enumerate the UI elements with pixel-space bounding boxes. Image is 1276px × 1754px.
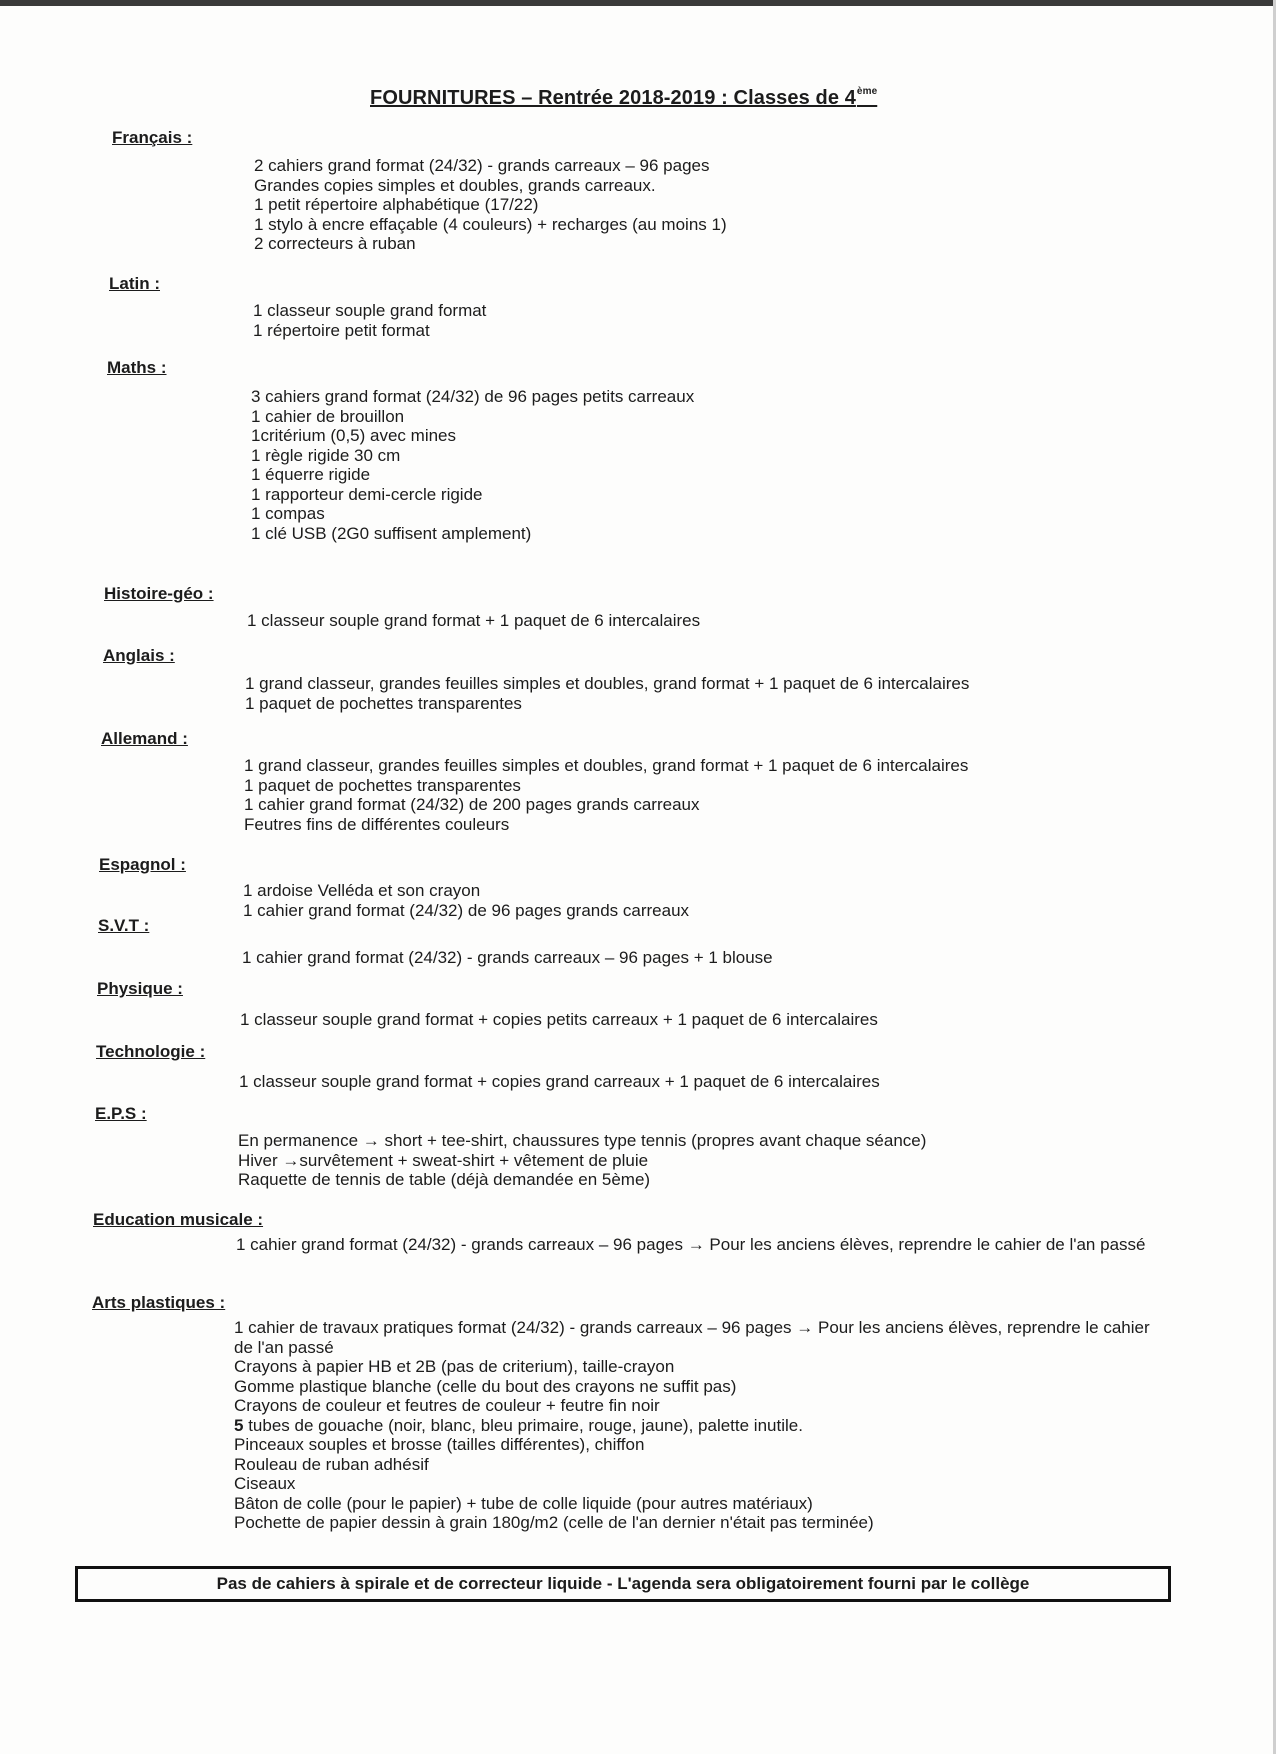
list-item: 1critérium (0,5) avec mines	[251, 426, 457, 445]
section-list-maths	[251, 387, 694, 543]
list-item: Grandes copies simples et doubles, grands carreaux.	[254, 175, 656, 195]
list-item: Rouleau de ruban adhésif	[234, 1454, 429, 1474]
section-heading-maths: Maths :	[107, 358, 167, 377]
list-item: Pinceaux souples et brosse (tailles différentes), chiffon	[234, 1435, 645, 1454]
page-title: FOURNITURES – Rentrée 2018-2019 : Classes de 4ème	[370, 86, 878, 109]
section-heading-eps: E.P.S :	[95, 1104, 147, 1123]
list-item: 1 ardoise Velléda et son crayon	[243, 881, 481, 900]
list-item: Feutres fins de différentes couleurs	[244, 814, 510, 834]
list-item: Gomme plastique blanche (celle du bout des crayons ne suffit pas)	[234, 1376, 737, 1396]
section-heading-anglais: Anglais :	[103, 646, 175, 665]
section-heading-arts-plastiques: Arts plastiques :	[92, 1293, 226, 1312]
list-item: 1 cahier de brouillon	[251, 406, 405, 426]
list-item: 1 classeur souple grand format + 1 paquet de 6 intercalaires	[247, 611, 701, 630]
list-item: 1 stylo à encre effaçable (4 couleurs) + recharges (au moins 1)	[254, 214, 727, 234]
list-item: 1 rapporteur demi-cercle rigide	[251, 484, 483, 504]
section-heading-francais: Français :	[112, 128, 193, 147]
gouache-count: 5	[234, 1415, 244, 1435]
list-item: 1 équerre rigide	[251, 465, 371, 484]
section-heading-espagnol: Espagnol :	[99, 855, 186, 874]
list-item: 1 cahier grand format (24/32) - grands carreaux – 96 pages + 1 blouse	[242, 948, 773, 967]
list-item: 1 paquet de pochettes transparentes	[244, 775, 521, 795]
list-item: Ciseaux	[234, 1474, 296, 1493]
footer-note-box	[75, 1566, 1171, 1602]
section-list-francais	[254, 156, 727, 254]
list-item: 1 paquet de pochettes transparentes	[245, 693, 522, 713]
list-item: 1 cahier grand format (24/32) de 96 pages grands carreaux	[243, 900, 690, 920]
list-item: Hiver →survêtement + sweat-shirt + vêtement de pluie	[238, 1150, 649, 1170]
section-list-technologie	[239, 1072, 880, 1092]
section-list-allemand	[244, 756, 968, 834]
section-heading-education-musicale: Education musicale :	[93, 1210, 264, 1229]
section-list-anglais	[245, 674, 969, 713]
section-heading-histoire-geo: Histoire-géo :	[104, 584, 214, 603]
list-item: 2 correcteurs à ruban	[254, 234, 416, 253]
list-item: Raquette de tennis de table (déjà demandée en 5ème)	[238, 1170, 651, 1189]
list-item: 1 grand classeur, grandes feuilles simples et doubles, grand format + 1 paquet de 6 intercalaires	[245, 674, 970, 693]
list-item: 1 cahier de travaux pratiques format (24/32) - grands carreaux – 96 pages → Pour les anciens élèves, reprendre le cahier de l'an passé	[234, 1318, 1150, 1357]
section-heading-technologie: Technologie :	[96, 1042, 206, 1061]
section-list-education-musicale	[236, 1235, 1166, 1255]
footer-note: Pas de cahiers à spirale et de correcteur liquide - L'agenda sera obligatoirement fourni par le collège	[216, 1574, 1030, 1593]
list-item: 1 classeur souple grand format	[253, 301, 487, 320]
section-heading-allemand: Allemand :	[101, 729, 188, 748]
list-item: En permanence → short + tee-shirt, chaussures type tennis (propres avant chaque séance)	[238, 1131, 927, 1150]
section-heading-latin: Latin :	[109, 274, 160, 293]
list-item: 5 tubes de gouache (noir, blanc, bleu primaire, rouge, jaune), palette inutile.	[234, 1415, 803, 1435]
list-item: 3 cahiers grand format (24/32) de 96 pages petits carreaux	[251, 387, 695, 406]
list-item: 1 compas	[251, 504, 325, 523]
section-list-svt	[242, 948, 773, 968]
list-item: 1 règle rigide 30 cm	[251, 445, 401, 465]
section-heading-physique: Physique :	[97, 979, 183, 998]
list-item: 1 grand classeur, grandes feuilles simples et doubles, grand format + 1 paquet de 6 intercalaires	[244, 756, 969, 775]
section-list-espagnol	[243, 881, 689, 920]
section-list-eps	[238, 1131, 926, 1190]
list-item: Crayons à papier HB et 2B (pas de criterium), taille-crayon	[234, 1357, 675, 1376]
list-item: 1 cahier grand format (24/32) de 200 pages grands carreaux	[244, 795, 700, 814]
list-item: 1 répertoire petit format	[253, 320, 430, 340]
section-list-physique	[240, 1010, 878, 1030]
list-item: 1 classeur souple grand format + copies petits carreaux + 1 paquet de 6 intercalaires	[240, 1010, 878, 1029]
section-heading-svt: S.V.T :	[98, 916, 150, 935]
list-item: 1 clé USB (2G0 suffisent amplement)	[251, 523, 532, 543]
scan-edge	[0, 0, 1276, 6]
list-item: 1 petit répertoire alphabétique (17/22)	[254, 195, 539, 214]
list-item: Crayons de couleur et feutres de couleur + feutre fin noir	[234, 1396, 660, 1415]
section-list-histoire-geo	[247, 611, 700, 631]
section-list-arts-plastiques	[234, 1318, 1169, 1533]
list-item: 1 classeur souple grand format + copies grand carreaux + 1 paquet de 6 intercalaires	[239, 1072, 880, 1091]
section-list-latin	[253, 301, 486, 340]
list-item: 2 cahiers grand format (24/32) - grands carreaux – 96 pages	[254, 156, 710, 175]
list-item: Bâton de colle (pour le papier) + tube de colle liquide (pour autres matériaux)	[234, 1493, 813, 1513]
list-item: 1 cahier grand format (24/32) - grands carreaux – 96 pages → Pour les anciens élèves, reprendre le cahier de l'an passé	[236, 1235, 1146, 1254]
list-item: Pochette de papier dessin à grain 180g/m2 (celle de l'an dernier n'était pas terminée)	[234, 1513, 874, 1532]
